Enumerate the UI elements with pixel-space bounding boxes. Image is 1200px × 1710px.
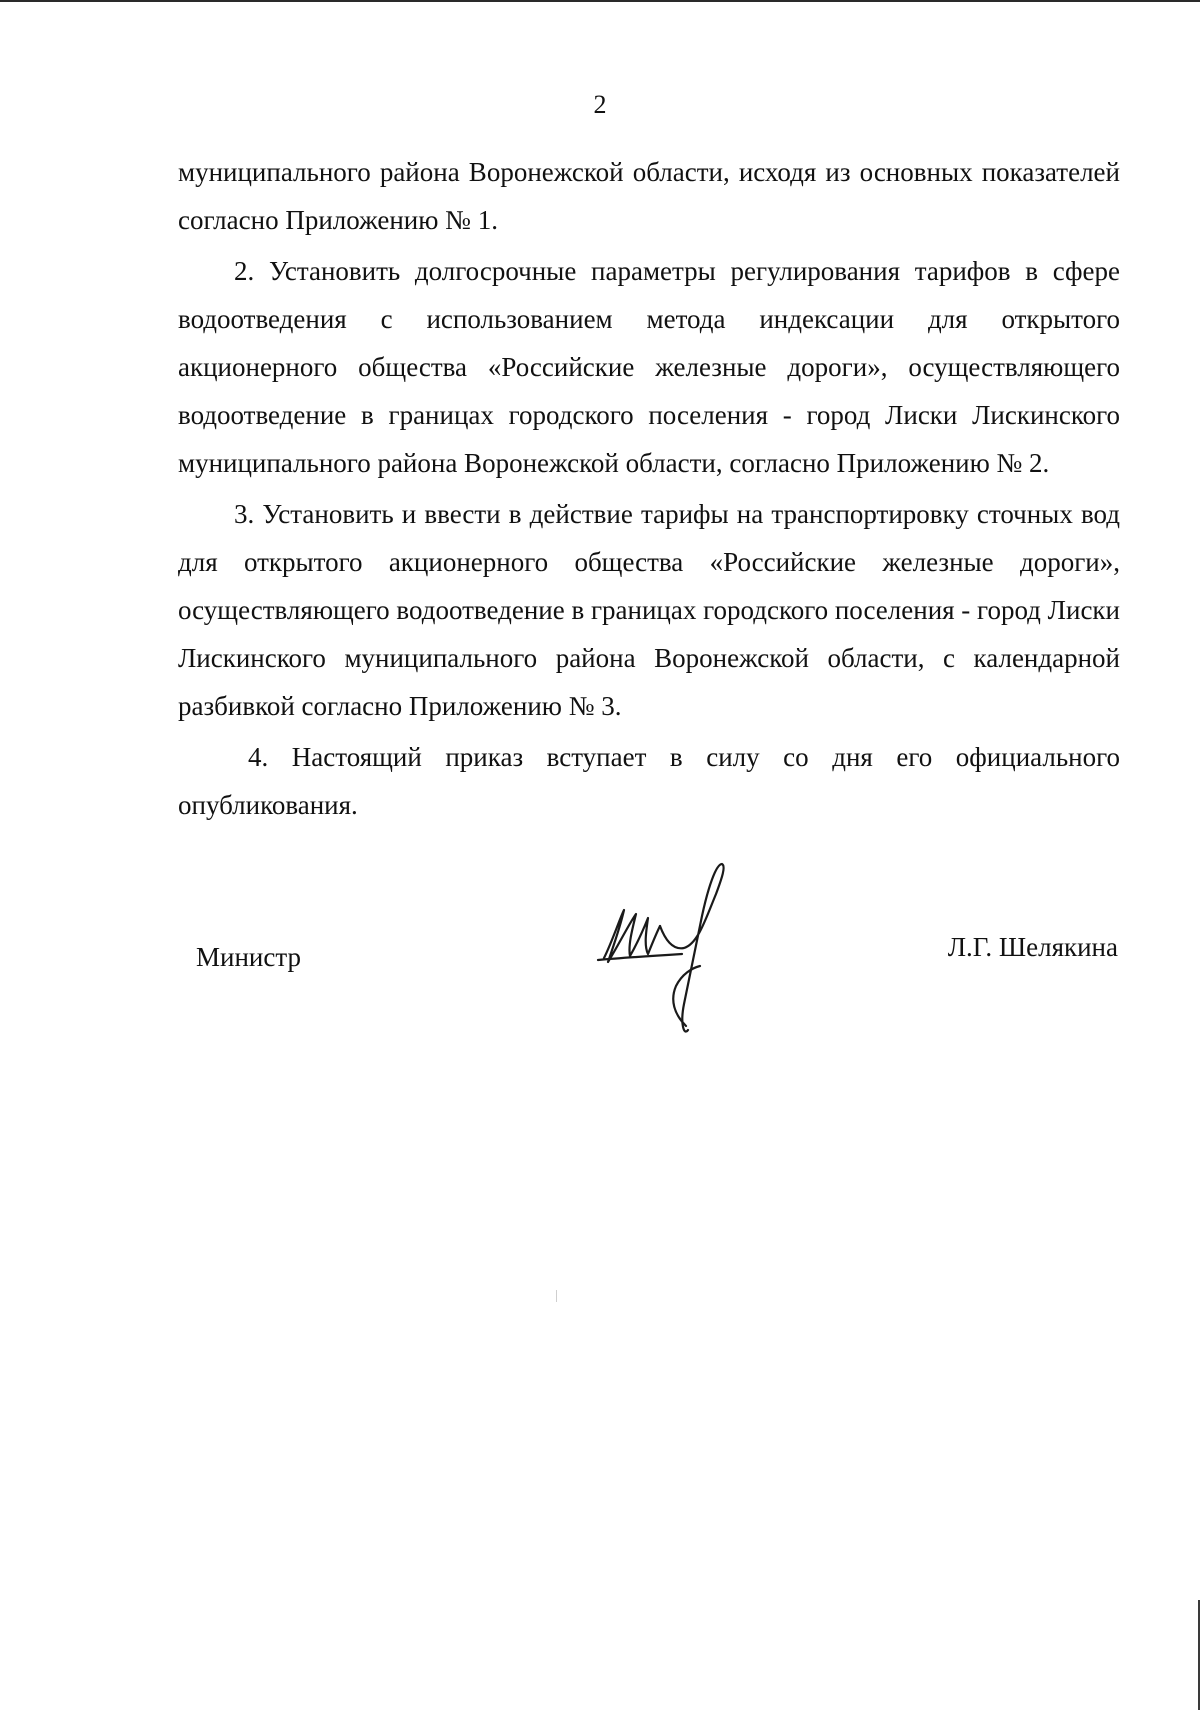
- document-body: [178, 148, 1120, 832]
- paragraph-continuation: муниципального района Воронежской области, исходя из основных показателей согласно Приложению № 1.: [178, 157, 1120, 235]
- handwritten-signature: [590, 858, 750, 1038]
- paragraph-2: 2. Установить долгосрочные параметры регулирования тарифов в сфере водоотведения с использованием метода индексации для открытого акционерного общества «Российские железные дороги», осуществляющего водоотведение в границах городского поселения - город Лиски Лискинского муниципального района Воронежской области, согласно Приложению № 2.: [178, 256, 1120, 478]
- signatory-role: Министр: [196, 942, 301, 972]
- paragraph-3: 3. Установить и ввести в действие тарифы на транспортировку сточных вод для открытого акционерного общества «Российские железные дороги», осуществляющего водоотведение в границах городского поселения - город Лиски Лискинского муниципального района Воронежской области, с календарной разбивкой согласно Приложению № 3.: [178, 499, 1120, 721]
- signatory-name: Л.Г. Шелякина: [947, 932, 1118, 962]
- scan-artifact: [556, 1290, 557, 1302]
- scan-top-edge: [0, 0, 1200, 2]
- paragraph-4: 4. Настоящий приказ вступает в силу со дня его официального опубликования.: [178, 742, 1120, 820]
- page-number: 2: [593, 90, 607, 119]
